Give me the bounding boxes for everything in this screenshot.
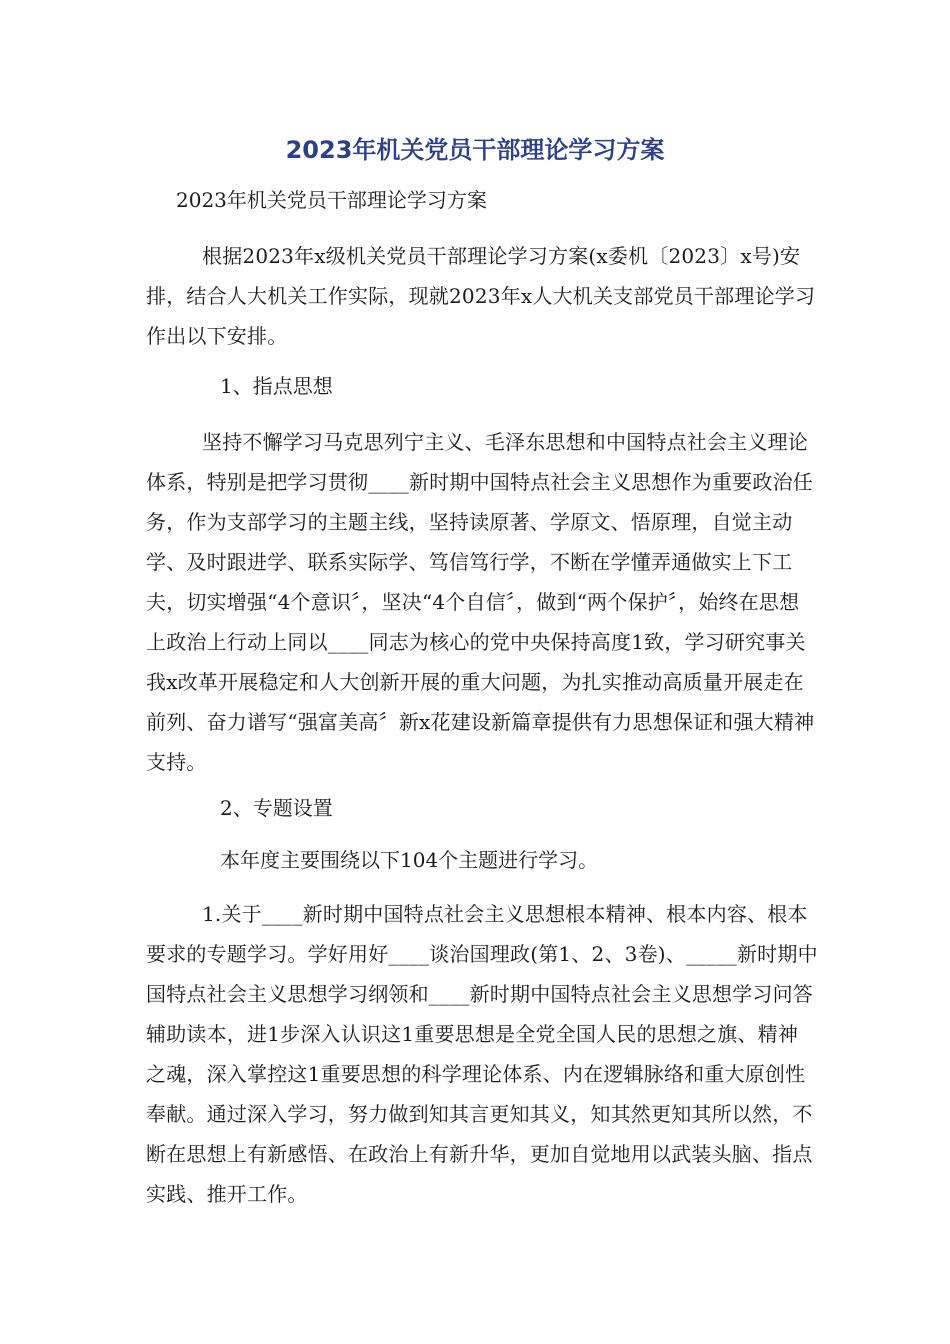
intro-paragraph: 根据2023年x级机关党员干部理论学习方案(x委机〔2023〕x号)安排，结合人大机关工作实际，现就2023年x人大机关支部党员干部理论学习作出以下安排。: [146, 244, 816, 348]
section-1-paragraph: 坚持不懈学习马克思列宁主义、毛泽东思想和中国特点社会主义理论体系，特别是把学习贯彻____新时期中国特点社会主义思想作为重要政治任务，作为支部学习的主题主线，坚持读原著、学原文、悟原理，自觉主动学、及时跟进学、联系实际学、笃信笃行学，不断在学懂弄通做实上下工夫，切实增强“4个意识〞，坚决“4个自信〞，做到“两个保护〞，始终在思想上政治上行动上同以____同志为核心的党中央保持高度1致，学习研究事关我x改革开展稳定和人大创新开展的重大问题，为扎实推动高质量开展走在前列、奋力谱写“强富美高〞新x花建设新篇章提供有力思想保证和强大精神支持。: [146, 430, 815, 774]
section-2-heading: 2、专题设置: [220, 796, 333, 820]
document-title: 2023年机关党员干部理论学习方案: [285, 136, 665, 164]
topic-1-paragraph: 1.关于____新时期中国特点社会主义思想根本精神、根本内容、根本要求的专题学习。学好用好____谈治国理政(第1、2、3卷)、_____新时期中国特点社会主义思想学习纲领和____新时期中国特点社会主义思想学习问答辅助读本，进1步深入认识这1重要思想是全党全国人民的思想之旗、精神之魂，深入掌控这1重要思想的科学理论体系、内在逻辑脉络和重大原创性奉献。通过深入学习，努力做到知其言更知其义，知其然更知其所以然，不断在思想上有新感悟、在政治上有新升华，更加自觉地用以武装头脑、指点实践、推开工作。: [146, 902, 818, 1206]
section-2-intro: 本年度主要围绕以下104个主题进行学习。: [220, 848, 599, 872]
section-1-heading: 1、指点思想: [220, 374, 333, 398]
document-subtitle: 2023年机关党员干部理论学习方案: [176, 188, 487, 212]
